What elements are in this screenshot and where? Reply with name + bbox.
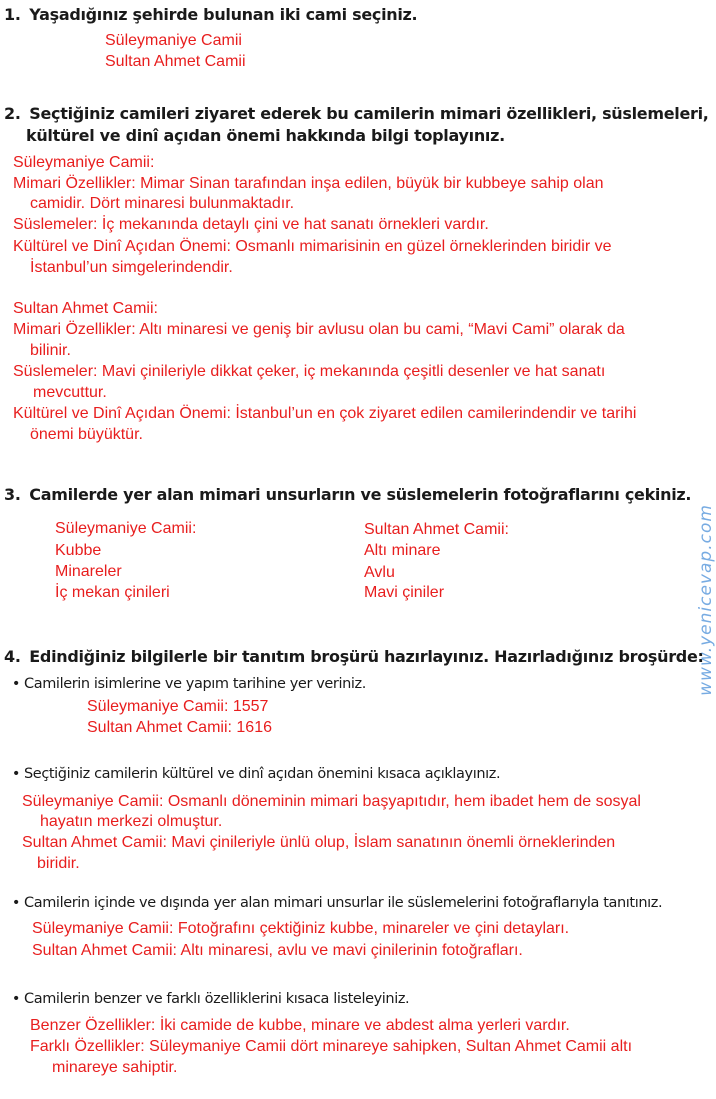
question-2	[4, 103, 709, 125]
question-text-continued: kültürel ve dinî açıdan önemi hakkında bilgi toplayınız.	[26, 126, 505, 145]
question-number: 4.	[4, 647, 21, 666]
answer-line: Kültürel ve Dinî Açıdan Önemi: Osmanlı mimarisinin en güzel örneklerinden biridir ve	[13, 238, 612, 255]
answer-line: Sultan Ahmet Camii: 1616	[87, 719, 272, 736]
answer-line: Kubbe	[55, 542, 102, 559]
answer-line: Süleymaniye Camii:	[13, 154, 155, 171]
bullet-text: Camilerin içinde ve dışında yer alan mimari unsurlar ile süslemelerini fotoğraflarıyla tanıtınız.	[24, 895, 663, 911]
answer-line: Avlu	[364, 564, 395, 581]
answer-line: Altı minare	[364, 542, 441, 559]
bullet-item	[8, 893, 662, 913]
answer-line: Minareler	[55, 563, 122, 580]
bullet-item	[8, 764, 500, 784]
answer-line: mevcuttur.	[33, 384, 107, 401]
answer-line: İç mekan çinileri	[55, 584, 170, 601]
question-number: 3.	[4, 485, 21, 504]
answer-line: hayatın merkezi olmuştur.	[40, 813, 223, 830]
question-number: 2.	[4, 104, 21, 123]
answer-line: Mavi çiniler	[364, 584, 445, 601]
answer-line: Süleymaniye Camii: Fotoğrafını çektiğiniz kubbe, minareler ve çini detayları.	[32, 920, 570, 937]
answer-line: Mimari Özellikler: Mimar Sinan tarafından inşa edilen, büyük bir kubbeye sahip olan	[13, 175, 604, 192]
bullet-icon: •	[11, 895, 21, 911]
answer-line: Benzer Özellikler: İki camide de kubbe, minare ve abdest alma yerleri vardır.	[30, 1017, 570, 1034]
question-4	[4, 646, 704, 668]
question-text: Yaşadığınız şehirde bulunan iki cami seçiniz.	[29, 5, 418, 24]
watermark: www.yenicevap.com	[696, 504, 716, 696]
answer-line: Süslemeler: Mavi çinileriyle dikkat çeker, iç mekanında çeşitli desenler ve hat sanatı	[13, 363, 606, 380]
answer-line: Sultan Ahmet Camii: Mavi çinileriyle ünlü olup, İslam sanatının önemli örneklerinden	[22, 834, 616, 851]
bullet-text: Camilerin benzer ve farklı özelliklerini kısaca listeleyiniz.	[24, 991, 410, 1007]
answer-line: Sultan Ahmet Camii:	[13, 300, 158, 317]
bullet-item	[8, 674, 366, 694]
question-text: Seçtiğiniz camileri ziyaret ederek bu camilerin mimari özellikleri, süslemeleri,	[29, 104, 709, 123]
bullet-text: Seçtiğiniz camilerin kültürel ve dinî açıdan önemini kısaca açıklayınız.	[24, 766, 501, 782]
answer-line: biridir.	[37, 855, 80, 872]
bullet-icon: •	[11, 766, 21, 782]
question-text: Camilerde yer alan mimari unsurların ve süslemelerin fotoğraflarını çekiniz.	[29, 485, 692, 504]
answer-line: bilinir.	[30, 342, 71, 359]
answer-line: camidir. Dört minaresi bulunmaktadır.	[30, 195, 295, 212]
answer-line: İstanbul’un simgelerindendir.	[30, 259, 233, 276]
bullet-icon: •	[11, 991, 21, 1007]
question-number: 1.	[4, 5, 21, 24]
answer-line: Sultan Ahmet Camii: Altı minaresi, avlu ve mavi çinilerinin fotoğrafları.	[32, 942, 523, 959]
bullet-text: Camilerin isimlerine ve yapım tarihine yer veriniz.	[24, 676, 366, 692]
answer-line: önemi büyüktür.	[30, 426, 143, 443]
answer-line: minareye sahiptir.	[52, 1059, 178, 1076]
answer-line: Kültürel ve Dinî Açıdan Önemi: İstanbul’un en çok ziyaret edilen camilerindendir ve tarihi	[13, 405, 637, 422]
question-text: Edindiğiniz bilgilerle bir tanıtım broşürü hazırlayınız. Hazırladığınız broşürde:	[29, 647, 704, 666]
answer-line: Süslemeler: İç mekanında detaylı çini ve hat sanatı örnekleri vardır.	[13, 216, 489, 233]
bullet-item	[8, 989, 409, 1009]
answer-line: Süleymaniye Camii:	[55, 520, 197, 537]
answer-line: Sultan Ahmet Camii:	[364, 521, 509, 538]
answer-line: Farklı Özellikler: Süleymaniye Camii dört minareye sahipken, Sultan Ahmet Camii altı	[30, 1038, 633, 1055]
answer-line: Mimari Özellikler: Altı minaresi ve geniş bir avlusu olan bu cami, “Mavi Cami” olarak da	[13, 321, 625, 338]
answer-line: Süleymaniye Camii: 1557	[87, 698, 269, 715]
answer-line: Süleymaniye Camii: Osmanlı döneminin mimari başyapıtıdır, hem ibadet hem de sosyal	[22, 793, 641, 810]
question-1	[4, 4, 417, 26]
question-3	[4, 484, 691, 506]
answer-line: Süleymaniye Camii	[105, 32, 242, 49]
answer-line: Sultan Ahmet Camii	[105, 53, 246, 70]
bullet-icon: •	[11, 676, 21, 692]
